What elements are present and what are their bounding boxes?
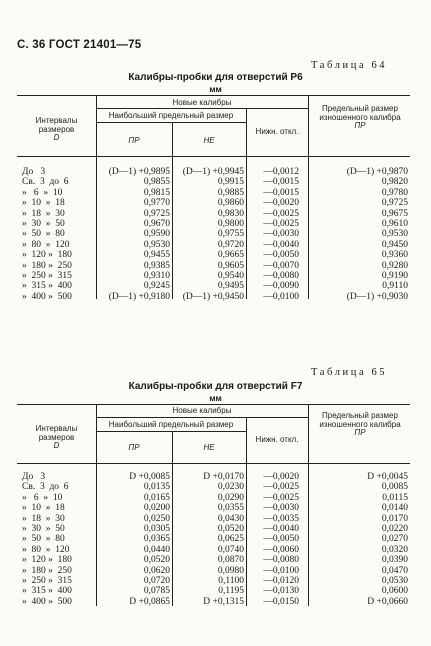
pr-cell: 0,0520 bbox=[143, 555, 170, 566]
rule-sub1 bbox=[96, 108, 308, 109]
column-intervals bbox=[22, 167, 94, 302]
interval-cell: » 315 » 400 bbox=[22, 281, 72, 292]
header-pr: ПР bbox=[128, 136, 140, 145]
ne-cell: 0,9755 bbox=[217, 229, 244, 240]
lower-dev-cell: —0,0100 bbox=[263, 565, 299, 576]
ne-cell: D +0,0170 bbox=[203, 472, 244, 482]
ne-cell: 0,9495 bbox=[217, 281, 244, 292]
worn-pr-cell: 0,9190 bbox=[381, 270, 408, 281]
pr-cell: 0,9770 bbox=[143, 198, 170, 209]
lower-dev-cell: —0,0050 bbox=[263, 250, 299, 261]
interval-cell: » 120 » 180 bbox=[22, 555, 72, 566]
ne-cell: 0,9720 bbox=[217, 239, 244, 250]
column-pr bbox=[97, 472, 170, 607]
lower-dev-cell: —0,0080 bbox=[263, 270, 299, 281]
lower-dev-cell: —0,0020 bbox=[263, 198, 299, 209]
worn-pr-cell: 0,9360 bbox=[381, 250, 408, 261]
table-title: Калибры-пробки для отверстий F7 bbox=[128, 381, 303, 392]
header-largest-size: Наибольший предельный размер bbox=[108, 420, 234, 429]
header-lower-dev: Нижн. откл. bbox=[255, 127, 299, 136]
lower-dev-cell: —0,0080 bbox=[263, 555, 299, 566]
worn-pr-cell: 0,9110 bbox=[382, 281, 408, 292]
pr-cell: 0,9670 bbox=[143, 218, 170, 229]
rule-v4 bbox=[308, 404, 309, 606]
column-ne bbox=[173, 167, 244, 302]
pr-cell: D +0,0085 bbox=[129, 472, 170, 482]
ne-cell: 0,0520 bbox=[217, 523, 244, 534]
worn-pr-cell: 0,9675 bbox=[381, 208, 408, 219]
interval-cell: » 80 » 120 bbox=[22, 239, 70, 250]
header-largest-size: Наибольший предельный размер bbox=[108, 111, 234, 120]
rule-top bbox=[17, 404, 410, 405]
worn-pr-cell: (D—1) +0,9030 bbox=[346, 291, 408, 302]
rule-header-bottom bbox=[17, 463, 410, 464]
worn-pr-cell: 0,0085 bbox=[381, 482, 408, 493]
pr-cell: 0,0305 bbox=[143, 523, 170, 534]
worn-pr-cell: 0,0530 bbox=[381, 575, 408, 586]
lower-dev-cell: —0,0060 bbox=[263, 544, 299, 555]
header-new-gauges: Новые калибры bbox=[172, 406, 232, 415]
interval-cell: » 10 » 18 bbox=[22, 503, 65, 514]
pr-cell: 0,9590 bbox=[143, 229, 170, 240]
rule-header-bottom bbox=[17, 156, 410, 157]
header-lower-dev: Нижн. откл. bbox=[255, 435, 299, 444]
lower-dev-cell: —0,0100 bbox=[263, 291, 299, 302]
interval-cell: » 6 » 10 bbox=[22, 187, 63, 198]
ne-cell: 0,9540 bbox=[217, 270, 244, 281]
lower-dev-cell: —0,0025 bbox=[263, 218, 299, 229]
column-pr bbox=[97, 167, 170, 302]
interval-cell: » 80 » 120 bbox=[22, 544, 70, 555]
pr-cell: 0,9725 bbox=[143, 208, 170, 219]
worn-pr-cell: 0,0390 bbox=[381, 555, 408, 566]
pr-cell: 0,0440 bbox=[143, 544, 170, 555]
worn-pr-cell: 0,9725 bbox=[381, 198, 408, 209]
worn-pr-cell: 0,9530 bbox=[381, 229, 408, 240]
worn-pr-cell: 0,0270 bbox=[381, 534, 408, 545]
table-label: Таблица 64 bbox=[311, 60, 388, 71]
lower-dev-cell: —0,0070 bbox=[263, 260, 299, 271]
ne-cell: 0,0980 bbox=[217, 565, 244, 576]
worn-pr-cell: 0,0320 bbox=[381, 544, 408, 555]
lower-dev-cell: —0,0130 bbox=[263, 586, 299, 597]
lower-dev-cell: —0,0035 bbox=[263, 513, 299, 524]
pr-cell: 0,0785 bbox=[143, 586, 170, 597]
pr-cell: 0,0135 bbox=[143, 482, 170, 493]
ne-cell: (D—1) +0,9945 bbox=[182, 167, 244, 177]
interval-cell: » 400 » 500 bbox=[22, 596, 72, 607]
interval-cell: » 6 » 10 bbox=[22, 492, 63, 503]
interval-cell: » 30 » 50 bbox=[22, 523, 65, 534]
pr-cell: (D—1) +0,9180 bbox=[108, 291, 170, 302]
worn-pr-cell: 0,9610 bbox=[381, 218, 408, 229]
interval-cell: » 50 » 80 bbox=[22, 534, 65, 545]
ne-cell: 0,9860 bbox=[217, 198, 244, 209]
header-limit-size: Предельный размер изношенного калибра ПР bbox=[319, 411, 401, 437]
column-lower-dev bbox=[247, 472, 299, 607]
worn-pr-cell: D +0,0660 bbox=[367, 596, 408, 607]
ne-cell: 0,0355 bbox=[217, 503, 244, 514]
header-ne: НЕ bbox=[203, 136, 215, 145]
lower-dev-cell: —0,0015 bbox=[263, 177, 299, 188]
lower-dev-cell: —0,0090 bbox=[263, 281, 299, 292]
header-new-gauges: Новые калибры bbox=[172, 98, 232, 107]
header-pr: ПР bbox=[128, 443, 140, 452]
pr-cell: 0,9245 bbox=[143, 281, 170, 292]
pr-cell: 0,9530 bbox=[143, 239, 170, 250]
worn-pr-cell: 0,9280 bbox=[381, 260, 408, 271]
header-ne: НЕ bbox=[203, 443, 215, 452]
interval-cell: » 180 » 250 bbox=[22, 260, 72, 271]
lower-dev-cell: —0,0030 bbox=[263, 503, 299, 514]
pr-cell: 0,0620 bbox=[143, 565, 170, 576]
ne-cell: 0,9665 bbox=[217, 250, 244, 261]
ne-cell: 0,1100 bbox=[218, 575, 244, 586]
pr-cell: 0,9310 bbox=[143, 270, 170, 281]
interval-cell: » 10 » 18 bbox=[22, 198, 65, 209]
column-lower-dev bbox=[247, 167, 299, 302]
lower-dev-cell: —0,0012 bbox=[263, 167, 299, 177]
ne-cell: 0,0870 bbox=[217, 555, 244, 566]
lower-dev-cell: —0,0120 bbox=[263, 575, 299, 586]
column-worn-pr bbox=[310, 472, 408, 607]
ne-cell: 0,0625 bbox=[217, 534, 244, 545]
column-worn-pr bbox=[310, 167, 408, 302]
pr-cell: 0,9815 bbox=[143, 187, 170, 198]
table-label: Таблица 65 bbox=[311, 367, 388, 378]
ne-cell: 0,0430 bbox=[217, 513, 244, 524]
ne-cell: (D—1) +0,9450 bbox=[182, 291, 244, 302]
interval-cell: » 250 » 315 bbox=[22, 575, 72, 586]
worn-pr-cell: 0,9780 bbox=[381, 187, 408, 198]
interval-cell: » 400 » 500 bbox=[22, 291, 72, 302]
ne-cell: 0,9885 bbox=[217, 187, 244, 198]
pr-cell: 0,9385 bbox=[143, 260, 170, 271]
header-intervals: Интервалы размеров D bbox=[35, 116, 78, 142]
rule-v4 bbox=[308, 95, 309, 299]
column-intervals bbox=[22, 472, 94, 607]
pr-cell: 0,0720 bbox=[143, 575, 170, 586]
lower-dev-cell: —0,0050 bbox=[263, 534, 299, 545]
rule-sub2 bbox=[96, 122, 246, 123]
page-header: С. 36 ГОСТ 21401—75 bbox=[17, 39, 142, 51]
interval-cell: До 3 bbox=[22, 167, 46, 177]
worn-pr-cell: 0,0140 bbox=[381, 503, 408, 514]
rule-sub1 bbox=[96, 417, 308, 418]
pr-cell: 0,0165 bbox=[143, 492, 170, 503]
ne-cell: 0,9830 bbox=[217, 208, 244, 219]
table-unit: мм bbox=[209, 393, 222, 403]
ne-cell: D +0,1315 bbox=[203, 596, 244, 607]
interval-cell: » 30 » 50 bbox=[22, 218, 65, 229]
ne-cell: 0,0290 bbox=[217, 492, 244, 503]
rule-sub2 bbox=[96, 431, 246, 432]
lower-dev-cell: —0,0015 bbox=[263, 187, 299, 198]
rule-top bbox=[17, 95, 410, 96]
column-ne bbox=[173, 472, 244, 607]
ne-cell: 0,0740 bbox=[217, 544, 244, 555]
pr-cell: 0,0200 bbox=[143, 503, 170, 514]
interval-cell: » 250 » 315 bbox=[22, 270, 72, 281]
interval-cell: » 50 » 80 bbox=[22, 229, 65, 240]
interval-cell: » 180 » 250 bbox=[22, 565, 72, 576]
worn-pr-cell: 0,9450 bbox=[381, 239, 408, 250]
lower-dev-cell: —0,0025 bbox=[263, 482, 299, 493]
worn-pr-cell: 0,9820 bbox=[381, 177, 408, 188]
lower-dev-cell: —0,0030 bbox=[263, 229, 299, 240]
ne-cell: 0,1195 bbox=[218, 586, 244, 597]
ne-cell: 0,9605 bbox=[217, 260, 244, 271]
ne-cell: 0,9800 bbox=[217, 218, 244, 229]
pr-cell: 0,9455 bbox=[143, 250, 170, 261]
pr-cell: 0,0250 bbox=[143, 513, 170, 524]
header-limit-size: Предельный размер изношенного калибра ПР bbox=[319, 104, 401, 130]
lower-dev-cell: —0,0040 bbox=[263, 239, 299, 250]
lower-dev-cell: —0,0025 bbox=[263, 492, 299, 503]
lower-dev-cell: —0,0020 bbox=[263, 472, 299, 482]
pr-cell: D +0,0865 bbox=[129, 596, 170, 607]
worn-pr-cell: D +0,0045 bbox=[367, 472, 408, 482]
interval-cell: Св. 3 до 6 bbox=[22, 482, 69, 493]
pr-cell: 0,0365 bbox=[143, 534, 170, 545]
worn-pr-cell: (D—1) +0,9870 bbox=[346, 167, 408, 177]
lower-dev-cell: —0,0025 bbox=[263, 208, 299, 219]
worn-pr-cell: 0,0470 bbox=[381, 565, 408, 576]
interval-cell: » 315 » 400 bbox=[22, 586, 72, 597]
table-unit: мм bbox=[209, 84, 222, 94]
table-title: Калибры-пробки для отверстий Р6 bbox=[128, 72, 303, 83]
pr-cell: 0,9855 bbox=[143, 177, 170, 188]
pr-cell: (D—1) +0,9895 bbox=[108, 167, 170, 177]
interval-cell: » 18 » 30 bbox=[22, 208, 65, 219]
worn-pr-cell: 0,0600 bbox=[381, 586, 408, 597]
worn-pr-cell: 0,0170 bbox=[381, 513, 408, 524]
ne-cell: 0,9915 bbox=[217, 177, 244, 188]
worn-pr-cell: 0,0220 bbox=[381, 523, 408, 534]
interval-cell: » 18 » 30 bbox=[22, 513, 65, 524]
lower-dev-cell: —0,0150 bbox=[263, 596, 299, 607]
ne-cell: 0,0230 bbox=[217, 482, 244, 493]
header-intervals: Интервалы размеров D bbox=[35, 424, 78, 450]
interval-cell: Св. 3 до 6 bbox=[22, 177, 69, 188]
interval-cell: До 3 bbox=[22, 472, 46, 482]
lower-dev-cell: —0,0040 bbox=[263, 523, 299, 534]
worn-pr-cell: 0,0115 bbox=[382, 492, 408, 503]
interval-cell: » 120 » 180 bbox=[22, 250, 72, 261]
